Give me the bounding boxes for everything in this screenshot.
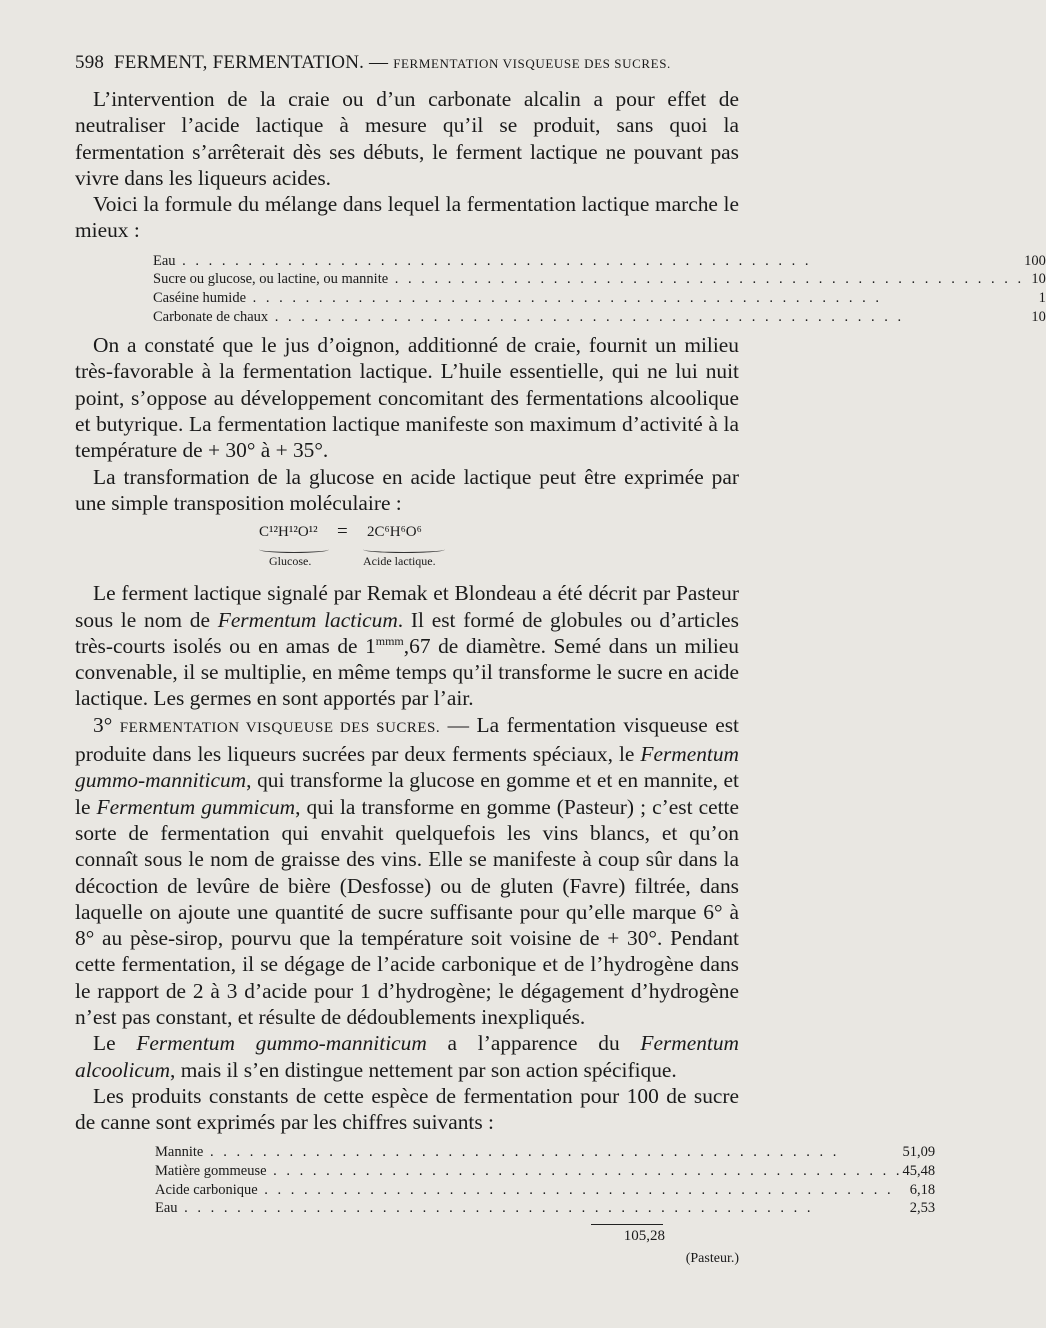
header-dash: — <box>369 52 389 73</box>
text-run: , qui transforme la glucose en gomme et et en mannite, et le <box>75 768 739 819</box>
table-row <box>155 1143 935 1162</box>
text-run: . Il est formé de globules ou d’articles très-courts isolés ou en amas de 1 <box>75 607 739 658</box>
paragraph-viscous-fermentation <box>75 712 739 1031</box>
brace-left <box>259 546 329 553</box>
text-run: , mais il s’en distingue nettement par son action spécifique. <box>170 1057 677 1082</box>
paragraph-products-intro: Les produits constants de cette espèce de fermentation pour 100 de sucre de canne sont exprimés par les chiffres suivants : <box>75 1083 739 1135</box>
brace-right <box>363 546 445 553</box>
row-value: 1 <box>1038 289 1046 306</box>
row-value: 51,09 <box>902 1144 936 1161</box>
row-value: 45,48 <box>902 1163 936 1180</box>
section-heading: FERMENTATION VISQUEUSE DES SUCRES. <box>119 719 441 736</box>
table-row <box>155 1162 935 1181</box>
paragraph-appearance <box>75 1030 739 1083</box>
text-run: ,67 de diamètre. Semé dans un milieu convenable, il se multiplie, en même temps qu’il transforme le sucre en acide lactique. Les germes en sont apportés par l’air. <box>75 633 739 711</box>
text-run: Le <box>93 1031 137 1056</box>
sum-rule <box>591 1224 663 1226</box>
header-title: FERMENT, FERMENTATION. <box>114 52 365 73</box>
products-table <box>155 1143 935 1217</box>
species-name: Fermentum lacticum <box>217 607 398 632</box>
row-label: Eau . . . <box>153 252 1024 271</box>
text-run: , qui la transforme en gomme (Pasteur) ; c’est cette sorte de fermentation qui envahit quelquefois les vins blancs, et qu’on connaît sous le nom de graisse des vins. Elle se manifeste à coup sûr dans la décoction de levûre de bière (Desfosse) ou de gluten (Favre) filtrée, dans laquelle on ajoute une quantité de sucre suffisante pour qu’elle marque 6° à 8° au pèse-sirop, pourvu que la température soit voisine de + 30°. Pendant cette fermentation, il se dégage de l’acide carbonique et de l’hydrogène dans le rapport de 2 à 3 d’acide pour 1 d’hydrogène; le dégagement d’hydrogène n’est pas constant, et résulte de dédoublements inexpliqués. <box>75 794 739 1029</box>
section-number: 3° <box>93 712 113 737</box>
unit-superscript: mmm <box>375 633 404 648</box>
species-name: Fermentum gummo-manniticum <box>75 742 739 793</box>
species-name: Fermentum gummo-manniticum <box>136 1031 427 1056</box>
text-run: Le ferment lactique signalé par Remak et Blondeau a été décrit par Pasteur sous le nom de <box>75 581 739 632</box>
chemical-equation <box>75 521 739 572</box>
paragraph-transformation: La transformation de la glucose en acide lactique peut être exprimée par une simple transposition moléculaire : <box>75 464 739 515</box>
running-header <box>75 52 735 74</box>
source-credit: (Pasteur.) <box>685 1250 739 1266</box>
row-label: Acide carbonique . . . <box>155 1181 903 1200</box>
table-row <box>155 1199 935 1218</box>
caption-lactic-acid: Acide lactique. <box>363 554 436 569</box>
species-name: Fermentum gummicum <box>96 794 296 819</box>
row-value: 10 <box>1031 271 1046 288</box>
row-label: Caséine humide . . . <box>153 289 1024 308</box>
text-run: a l’apparence du <box>426 1031 641 1056</box>
table-row <box>155 1181 935 1200</box>
mixture-table <box>153 252 1046 326</box>
table-row <box>153 252 1046 271</box>
page-number: 598 <box>75 52 105 73</box>
species-name: Fermentum alcoolicum <box>75 1031 739 1082</box>
caption-glucose: Glucose. <box>269 554 312 569</box>
header-subtitle: FERMENTATION VISQUEUSE DES SUCRES. <box>393 56 671 71</box>
row-label: Sucre ou glucose, ou lactine, ou mannite . . . <box>153 270 1024 289</box>
paragraph-formula-intro: Voici la formule du mélange dans lequel la fermentation lactique marche le mieux : <box>75 192 739 243</box>
row-value: 10 <box>1031 308 1046 325</box>
table-row <box>153 308 1046 327</box>
row-value: 6,18 <box>909 1181 936 1198</box>
page-body <box>75 86 1046 1267</box>
table-row <box>153 289 1046 308</box>
formula-right: 2C⁶H⁶O⁶ <box>367 524 422 541</box>
row-value: 100 <box>1024 252 1046 269</box>
row-label: Carbonate de chaux . . . <box>153 308 1024 327</box>
formula-left: C¹²H¹²O¹² <box>259 524 318 541</box>
paragraph-chalk: L’intervention de la craie ou d’un carbonate alcalin a pour effet de neutraliser l’acide lactique à mesure qu’il se produit, sans quoi la fermentation s’arrêterait dès ses débuts, le ferment lactique ne pouvant pas vivre dans les liqueurs acides. <box>75 87 739 190</box>
text-run: — La fermentation visqueuse est produite dans les liqueurs sucrées par deux ferments spéciaux, le <box>75 712 739 767</box>
paragraph-onion: On a constaté que le jus d’oignon, additionné de craie, fournit un milieu très-favorable à la fermentation lactique. L’huile essentielle, qui ne lui nuit point, s’oppose au développement concomitant des fermentations alcoolique et butyrique. La fermentation lactique manifeste son maximum d’activité à la température de + 30° à + 35°. <box>75 333 739 463</box>
products-total: 105,28 <box>623 1227 665 1244</box>
row-value: 2,53 <box>909 1200 936 1217</box>
row-label: Matière gommeuse . . . <box>155 1162 903 1181</box>
row-label: Mannite . . . <box>155 1143 903 1162</box>
formula-equals: = <box>337 521 348 543</box>
table-row <box>153 270 1046 289</box>
row-label: Eau . . . <box>155 1199 903 1218</box>
paragraph-lactic-ferment <box>75 580 739 711</box>
